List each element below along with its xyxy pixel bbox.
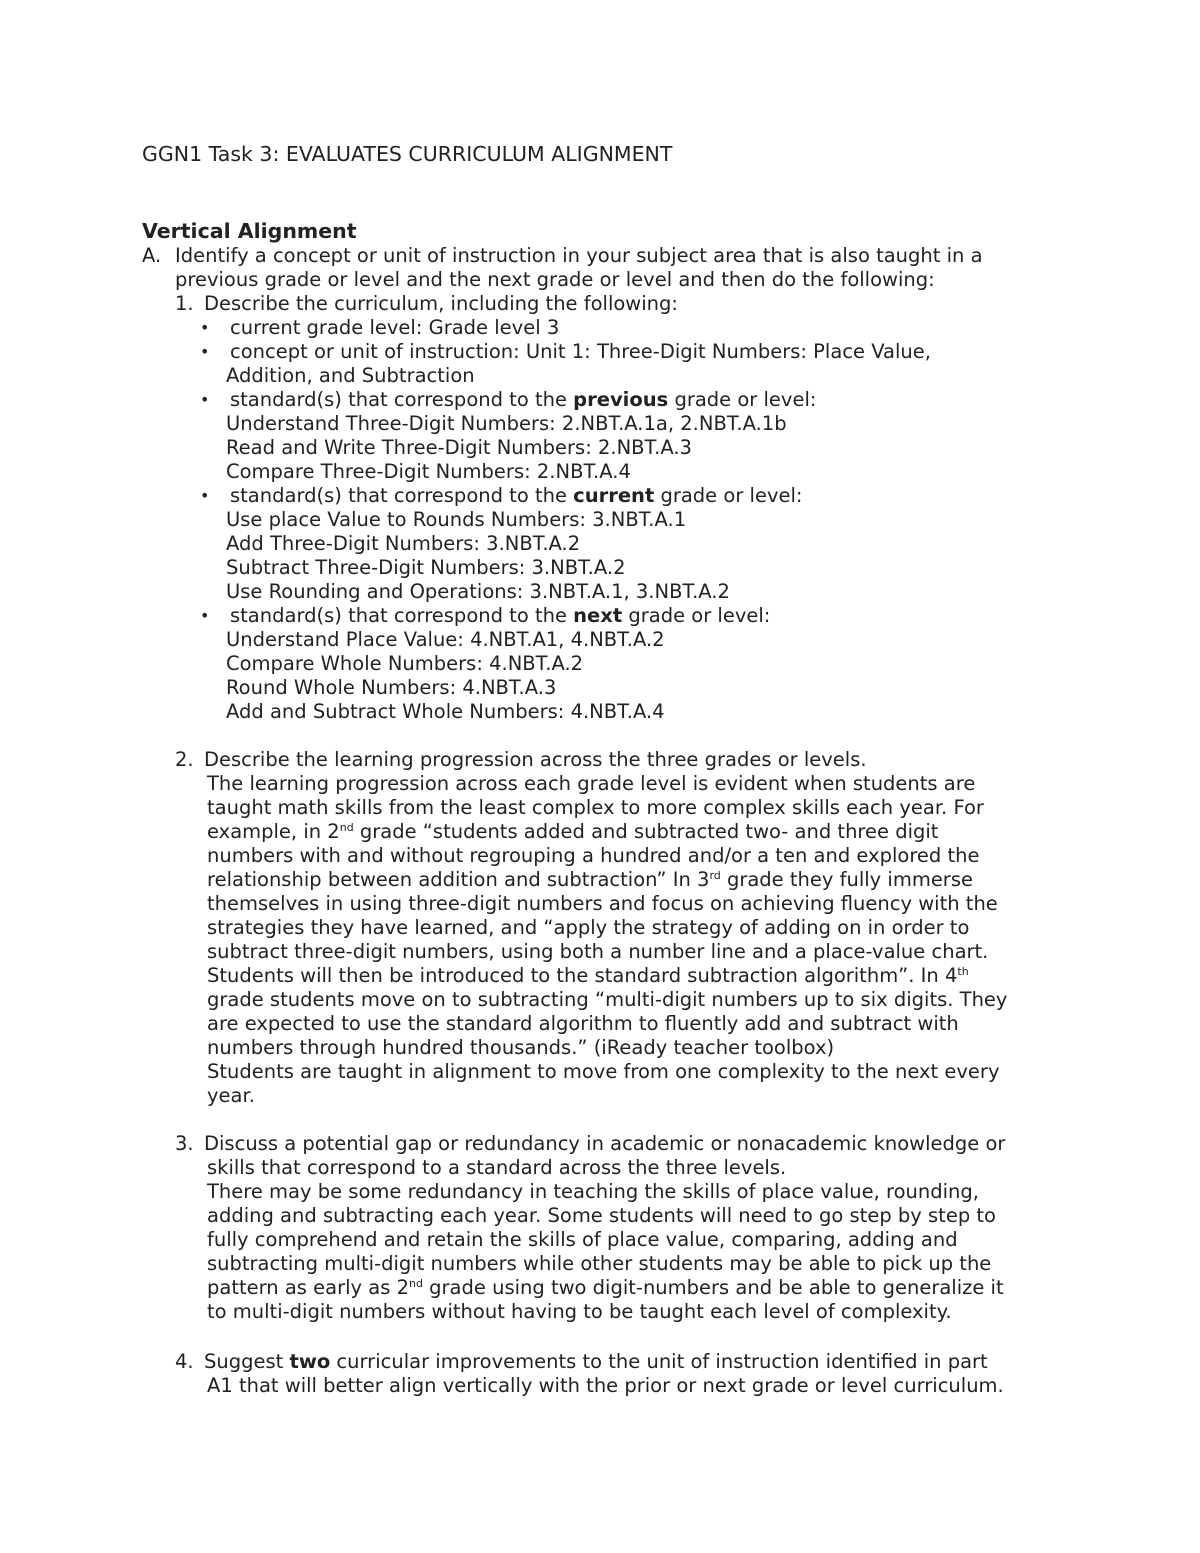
section-heading: Vertical Alignment bbox=[142, 219, 357, 243]
previous-standards-list bbox=[226, 412, 787, 484]
ordinal-suffix: nd bbox=[409, 1277, 423, 1290]
heading-text: standard(s) that correspond to the bbox=[230, 388, 574, 411]
item-2-number: 2. bbox=[175, 748, 194, 771]
item-2-prompt: Describe the learning progression across the three grades or levels. bbox=[204, 748, 867, 771]
heading-bold-word: next bbox=[573, 604, 623, 627]
concept-line: concept or unit of instruction: Unit 1: Three-Digit Numbers: Place Value, bbox=[230, 340, 931, 363]
ordinal-suffix: th bbox=[957, 965, 969, 978]
standard-line: Read and Write Three-Digit Numbers: 2.NBT.A.3 bbox=[226, 436, 692, 459]
bullet-icon: • bbox=[200, 606, 210, 625]
heading-bold-word: current bbox=[573, 484, 655, 507]
standard-line: Add and Subtract Whole Numbers: 4.NBT.A.4 bbox=[226, 700, 665, 723]
answer-line bbox=[207, 964, 1007, 988]
item-1-prompt: Describe the curriculum, including the following: bbox=[204, 292, 678, 315]
heading-text: grade or level: bbox=[622, 604, 771, 627]
item-3-answer bbox=[207, 1180, 1004, 1324]
answer-text: relationship between addition and subtraction” In 3 bbox=[207, 868, 710, 891]
next-standards-heading bbox=[230, 604, 770, 628]
prompt-line: Discuss a potential gap or redundancy in academic or nonacademic knowledge or bbox=[204, 1132, 1006, 1155]
standard-line: Understand Place Value: 4.NBT.A1, 4.NBT.A.2 bbox=[226, 628, 665, 651]
answer-text: grade using two digit-numbers and be able to generalize it bbox=[422, 1276, 1004, 1299]
answer-line: The learning progression across each grade level is evident when students are bbox=[207, 772, 976, 795]
prompt-line: A1 that will better align vertically with the prior or next grade or level curriculum. bbox=[207, 1374, 1004, 1397]
item-2-answer bbox=[207, 772, 1007, 1108]
heading-text: standard(s) that correspond to the bbox=[230, 604, 574, 627]
standard-line: Use place Value to Rounds Numbers: 3.NBT.A.1 bbox=[226, 508, 687, 531]
prompt-line: skills that correspond to a standard across the three levels. bbox=[207, 1156, 787, 1179]
part-a-line: Identify a concept or unit of instruction in your subject area that is also taught in a bbox=[175, 244, 983, 267]
standard-line: Subtract Three-Digit Numbers: 3.NBT.A.2 bbox=[226, 556, 626, 579]
document-title: GGN1 Task 3: EVALUATES CURRICULUM ALIGNMENT bbox=[142, 142, 673, 166]
bullet-icon: • bbox=[200, 390, 210, 409]
answer-line: are expected to use the standard algorithm to fluently add and subtract with bbox=[207, 1012, 959, 1035]
next-standards-list bbox=[226, 628, 665, 724]
standard-line: Understand Three-Digit Numbers: 2.NBT.A.1a, 2.NBT.A.1b bbox=[226, 412, 787, 435]
heading-text: grade or level: bbox=[668, 388, 817, 411]
answer-line: strategies they have learned, and “apply the strategy of adding on in order to bbox=[207, 916, 970, 939]
answer-line: numbers with and without regrouping a hundred and/or a ten and explored the bbox=[207, 844, 980, 867]
standard-line: Add Three-Digit Numbers: 3.NBT.A.2 bbox=[226, 532, 581, 555]
current-standards-list bbox=[226, 508, 730, 604]
standard-line: Compare Three-Digit Numbers: 2.NBT.A.4 bbox=[226, 460, 631, 483]
answer-line: themselves in using three-digit numbers and focus on achieving fluency with the bbox=[207, 892, 998, 915]
ordinal-suffix: nd bbox=[339, 821, 354, 834]
prompt-bold-word: two bbox=[289, 1350, 331, 1373]
bullet-icon: • bbox=[200, 486, 210, 505]
heading-text: standard(s) that correspond to the bbox=[230, 484, 574, 507]
answer-line: subtracting multi-digit numbers while other students may be able to pick up the bbox=[207, 1252, 992, 1275]
answer-text: example, in 2 bbox=[207, 820, 340, 843]
answer-text: pattern as early as 2 bbox=[207, 1276, 409, 1299]
current-standards-heading bbox=[230, 484, 802, 508]
answer-line: to multi-digit numbers without having to be taught each level of complexity. bbox=[207, 1300, 952, 1323]
standard-line: Use Rounding and Operations: 3.NBT.A.1, 3.NBT.A.2 bbox=[226, 580, 730, 603]
part-a-marker: A. bbox=[142, 244, 162, 267]
prompt-text: Suggest bbox=[204, 1350, 290, 1373]
answer-line bbox=[207, 820, 1007, 844]
answer-line bbox=[207, 868, 1007, 892]
answer-line: adding and subtracting each year. Some students will need to go step by step to bbox=[207, 1204, 996, 1227]
heading-bold-word: previous bbox=[573, 388, 669, 411]
answer-line: grade students move on to subtracting “multi-digit numbers up to six digits. They bbox=[207, 988, 1008, 1011]
concept-line: Addition, and Subtraction bbox=[226, 364, 475, 387]
bullet-icon: • bbox=[200, 342, 210, 361]
standard-line: Round Whole Numbers: 4.NBT.A.3 bbox=[226, 676, 557, 699]
answer-text: grade they fully immerse bbox=[720, 868, 973, 891]
answer-text: grade “students added and subtracted two- and three digit bbox=[353, 820, 939, 843]
answer-line: Students are taught in alignment to move from one complexity to the next every bbox=[207, 1060, 1000, 1083]
answer-line: numbers through hundred thousands.” (iReady teacher toolbox) bbox=[207, 1036, 835, 1059]
answer-text: Students will then be introduced to the standard subtraction algorithm”. In 4 bbox=[207, 964, 958, 987]
prompt-line bbox=[204, 1350, 1004, 1374]
item-4-number: 4. bbox=[175, 1350, 194, 1373]
item-1-number: 1. bbox=[175, 292, 194, 315]
current-grade-level: current grade level: Grade level 3 bbox=[230, 316, 560, 339]
previous-standards-heading bbox=[230, 388, 816, 412]
item-3-number: 3. bbox=[175, 1132, 194, 1155]
answer-line: fully comprehend and retain the skills of place value, comparing, adding and bbox=[207, 1228, 958, 1251]
answer-line bbox=[207, 1276, 1004, 1300]
answer-line: subtract three-digit numbers, using both a number line and a place-value chart. bbox=[207, 940, 989, 963]
part-a-prompt bbox=[175, 244, 983, 292]
answer-line: year. bbox=[207, 1084, 255, 1107]
item-3-prompt bbox=[204, 1132, 1005, 1180]
standard-line: Compare Whole Numbers: 4.NBT.A.2 bbox=[226, 652, 584, 675]
item-4-prompt bbox=[204, 1350, 1004, 1398]
heading-text: grade or level: bbox=[654, 484, 803, 507]
concept-of-instruction bbox=[226, 340, 931, 388]
prompt-text: curricular improvements to the unit of instruction identified in part bbox=[330, 1350, 988, 1373]
bullet-icon: • bbox=[200, 318, 210, 337]
answer-line: taught math skills from the least complex to more complex skills each year. For bbox=[207, 796, 984, 819]
ordinal-suffix: rd bbox=[709, 869, 721, 882]
answer-line: There may be some redundancy in teaching the skills of place value, rounding, bbox=[207, 1180, 979, 1203]
part-a-line: previous grade or level and the next grade or level and then do the following: bbox=[175, 268, 935, 291]
